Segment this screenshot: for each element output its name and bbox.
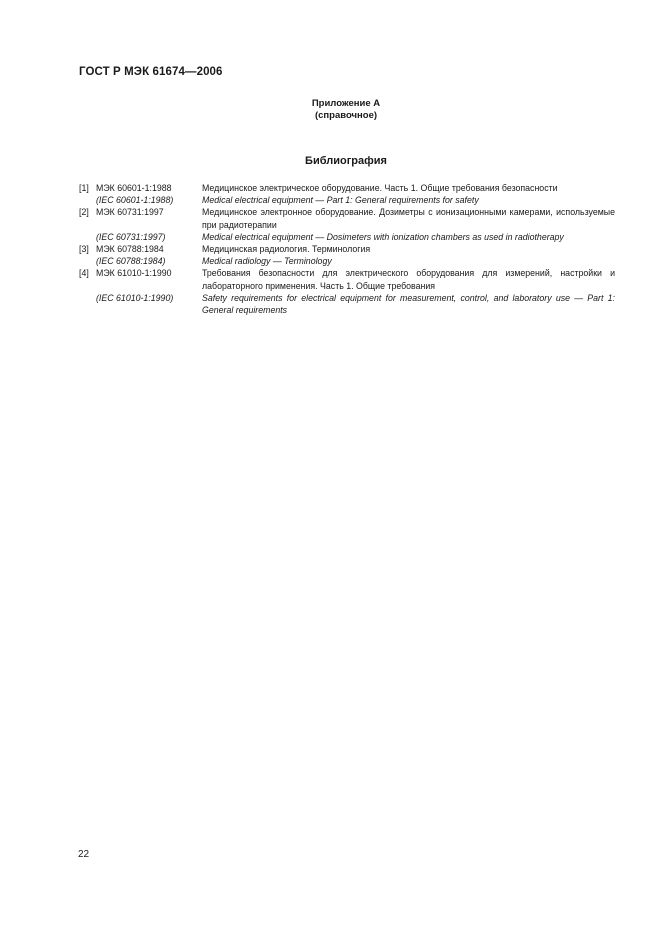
- bibliography-entry: [79, 243, 615, 267]
- entry-code: МЭК 60731:1997: [96, 207, 164, 218]
- entry-code: МЭК 61010-1:1990: [96, 268, 172, 279]
- bibliography-entry: [79, 267, 615, 316]
- bibliography-title: Библиография: [305, 155, 387, 167]
- entry-iec-code: (IEC 60731:1997): [96, 231, 166, 242]
- appendix-subtitle: (справочное): [314, 110, 378, 121]
- entry-title-ru: Медицинское электронное оборудование. Дозиметры с ионизационными камерами, используемые при радиотерапии: [202, 207, 615, 230]
- entry-title-ru: Медицинская радиология. Терминология: [202, 244, 371, 255]
- entry-number: [3]: [79, 244, 89, 255]
- entry-title-ru: Требования безопасности для электрического оборудования для измерений, настройки и лабораторного применения. Часть 1. Общие требования: [202, 268, 615, 291]
- bibliography-entry: [79, 206, 615, 243]
- entry-code: МЭК 60788:1984: [96, 244, 164, 255]
- bibliography-entry: [79, 182, 615, 206]
- entry-number: [4]: [79, 268, 89, 279]
- entry-code: МЭК 60601-1:1988: [96, 183, 172, 193]
- entry-iec-code: (IEC 60601-1:1988): [96, 195, 174, 206]
- appendix-title: Приложение А: [311, 98, 381, 109]
- entry-iec-code: (IEC 60788:1984): [96, 256, 166, 267]
- entry-number: [1]: [79, 183, 89, 193]
- page-header-standard-code: ГОСТ Р МЭК 61674—2006: [79, 66, 223, 78]
- entry-title-en: Medical radiology — Terminology: [202, 256, 332, 267]
- entry-iec-code: (IEC 61010-1:1990): [96, 292, 174, 303]
- entry-title-ru: Медицинское электрическое оборудование. Часть 1. Общие требования безопасности: [202, 183, 558, 193]
- entry-title-en: Medical electrical equipment — Part 1: General requirements for safety: [202, 195, 479, 206]
- appendix-heading: [0, 98, 661, 122]
- page-number: 22: [78, 849, 90, 860]
- bibliography-list: [79, 182, 615, 316]
- entry-number: [2]: [79, 207, 89, 218]
- entry-title-en: Safety requirements for electrical equipment for measurement, control, and laboratory use — Part 1: General requirements: [202, 292, 615, 316]
- entry-title-en: Medical electrical equipment — Dosimeters with ionization chambers as used in radiotherapy: [202, 231, 564, 242]
